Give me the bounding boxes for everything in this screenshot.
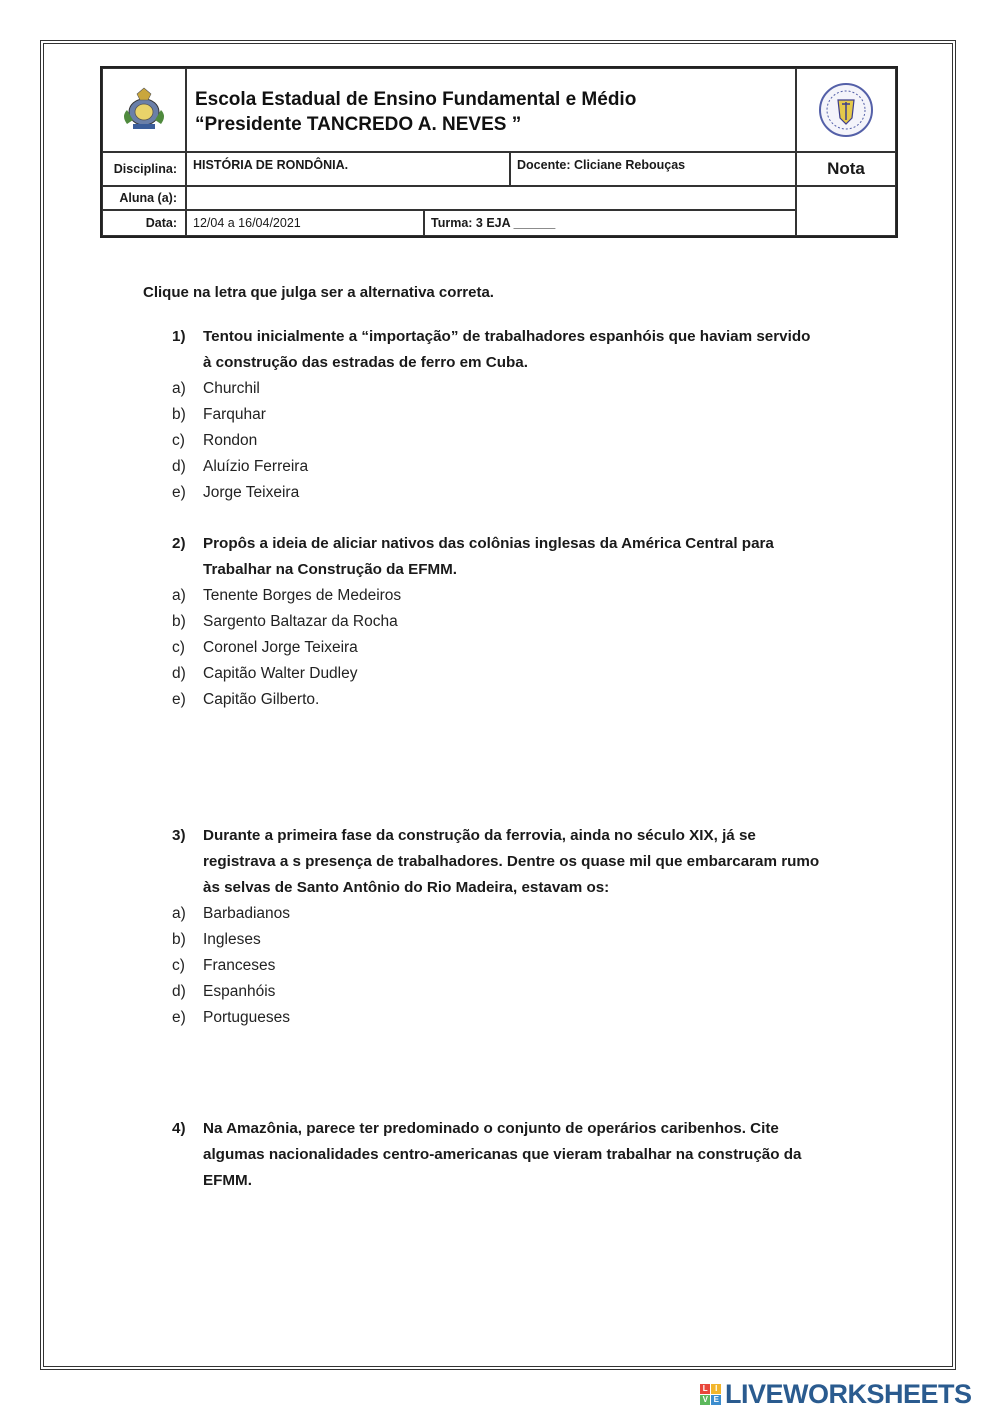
question-line: registrava a s presença de trabalhadores. Dentre os quase mil que embarcaram rumo bbox=[203, 853, 820, 870]
disciplina-label-cell bbox=[102, 152, 186, 186]
question-line: algumas nacionalidades centro-americanas que vieram trabalhar na construção da bbox=[203, 1146, 802, 1163]
header-table bbox=[100, 66, 898, 238]
question-heading bbox=[172, 324, 872, 376]
option-c[interactable] bbox=[172, 953, 872, 979]
option-text[interactable]: Farquhar bbox=[203, 406, 266, 423]
disciplina-value: HISTÓRIA DE RONDÔNIA. bbox=[193, 158, 349, 172]
question-number: 3) bbox=[172, 827, 186, 844]
data-value-cell bbox=[186, 210, 424, 236]
question-text bbox=[203, 324, 863, 376]
question-number: 1) bbox=[172, 328, 186, 345]
option-text[interactable]: Portugueses bbox=[203, 1009, 291, 1026]
nota-label-cell bbox=[796, 152, 896, 186]
question-text bbox=[203, 823, 863, 901]
option-letter[interactable]: b) bbox=[172, 406, 186, 423]
question-line: Tentou inicialmente a “importação” de trabalhadores espanhóis que haviam servido bbox=[203, 328, 811, 345]
question-2 bbox=[172, 531, 872, 713]
option-e[interactable] bbox=[172, 480, 872, 506]
question-line: Trabalhar na Construção da EFMM. bbox=[203, 561, 458, 578]
state-coat-of-arms-logo bbox=[102, 68, 186, 152]
data-label-cell bbox=[102, 210, 186, 236]
option-text[interactable]: Ingleses bbox=[203, 931, 261, 948]
option-a[interactable] bbox=[172, 583, 872, 609]
aluna-name-field[interactable] bbox=[186, 186, 796, 210]
data-label: Data: bbox=[145, 216, 177, 230]
option-e[interactable] bbox=[172, 1005, 872, 1031]
liveworksheets-logo-icon bbox=[700, 1384, 721, 1405]
question-1 bbox=[172, 324, 872, 506]
option-letter[interactable]: a) bbox=[172, 587, 186, 604]
option-text[interactable]: Barbadianos bbox=[203, 905, 291, 922]
aluna-label-cell bbox=[102, 186, 186, 210]
option-letter[interactable]: c) bbox=[172, 432, 185, 449]
question-number: 2) bbox=[172, 535, 186, 552]
instruction-text: Clique na letra que julga ser a alternativa correta. bbox=[143, 284, 494, 301]
option-d[interactable] bbox=[172, 661, 872, 687]
option-b[interactable] bbox=[172, 609, 872, 635]
docente-name: Docente: Cliciane Rebouças bbox=[517, 158, 686, 172]
option-letter[interactable]: e) bbox=[172, 1009, 186, 1026]
logo-letter: L bbox=[700, 1384, 710, 1394]
question-line: EFMM. bbox=[203, 1172, 252, 1189]
option-letter[interactable]: e) bbox=[172, 484, 186, 501]
option-a[interactable] bbox=[172, 901, 872, 927]
question-number: 4) bbox=[172, 1120, 186, 1137]
option-a[interactable] bbox=[172, 376, 872, 402]
option-text[interactable]: Espanhóis bbox=[203, 983, 276, 1000]
option-text[interactable]: Jorge Teixeira bbox=[203, 484, 300, 501]
data-value: 12/04 a 16/04/2021 bbox=[193, 216, 301, 230]
option-text[interactable]: Capitão Walter Dudley bbox=[203, 665, 358, 682]
option-letter[interactable]: b) bbox=[172, 931, 186, 948]
option-c[interactable] bbox=[172, 635, 872, 661]
option-text[interactable]: Rondon bbox=[203, 432, 258, 449]
option-d[interactable] bbox=[172, 979, 872, 1005]
option-letter[interactable]: d) bbox=[172, 458, 186, 475]
question-line: às selvas de Santo Antônio do Rio Madeira, estavam os: bbox=[203, 879, 610, 896]
nota-label: Nota bbox=[827, 159, 865, 178]
option-d[interactable] bbox=[172, 454, 872, 480]
option-letter[interactable]: a) bbox=[172, 380, 186, 397]
question-text bbox=[203, 1116, 863, 1194]
question-line: Na Amazônia, parece ter predominado o conjunto de operários caribenhos. Cite bbox=[203, 1120, 779, 1137]
logo-letter: E bbox=[711, 1395, 721, 1405]
question-3 bbox=[172, 823, 872, 1031]
turma-cell bbox=[424, 210, 796, 236]
docente-cell bbox=[510, 152, 796, 186]
logo-letter: V bbox=[700, 1395, 710, 1405]
option-text[interactable]: Coronel Jorge Teixeira bbox=[203, 639, 358, 656]
option-letter[interactable]: e) bbox=[172, 691, 186, 708]
school-name-line2: “Presidente TANCREDO A. NEVES ” bbox=[195, 114, 522, 135]
question-line: à construção das estradas de ferro em Cuba. bbox=[203, 354, 528, 371]
option-text[interactable]: Churchil bbox=[203, 380, 260, 397]
option-b[interactable] bbox=[172, 402, 872, 428]
question-line: Propôs a ideia de aliciar nativos das colônias inglesas da América Central para bbox=[203, 535, 774, 552]
question-line: Durante a primeira fase da construção da ferrovia, ainda no século XIX, já se bbox=[203, 827, 756, 844]
watermark-text: LIVEWORKSHEETS bbox=[725, 1378, 972, 1409]
question-heading bbox=[172, 531, 872, 583]
option-e[interactable] bbox=[172, 687, 872, 713]
school-title bbox=[186, 68, 796, 152]
option-text[interactable]: Franceses bbox=[203, 957, 276, 974]
option-letter[interactable]: c) bbox=[172, 639, 185, 656]
school-name-line1: Escola Estadual de Ensino Fundamental e Médio bbox=[195, 89, 637, 110]
question-heading bbox=[172, 1116, 872, 1194]
option-letter[interactable]: c) bbox=[172, 957, 185, 974]
aluna-label: Aluna (a): bbox=[119, 191, 177, 205]
option-letter[interactable]: b) bbox=[172, 613, 186, 630]
school-seal-logo bbox=[796, 68, 896, 152]
option-c[interactable] bbox=[172, 428, 872, 454]
question-text bbox=[203, 531, 863, 583]
disciplina-value-cell bbox=[186, 152, 510, 186]
option-letter[interactable]: a) bbox=[172, 905, 186, 922]
disciplina-label: Disciplina: bbox=[113, 162, 177, 176]
option-text[interactable]: Capitão Gilberto. bbox=[203, 691, 320, 708]
nota-value-field[interactable] bbox=[796, 186, 896, 236]
option-text[interactable]: Tenente Borges de Medeiros bbox=[203, 587, 402, 604]
question-heading bbox=[172, 823, 872, 901]
option-text[interactable]: Aluízio Ferreira bbox=[203, 458, 309, 475]
logo-letter: I bbox=[711, 1384, 721, 1394]
option-text[interactable]: Sargento Baltazar da Rocha bbox=[203, 613, 398, 630]
option-letter[interactable]: d) bbox=[172, 983, 186, 1000]
turma-value: Turma: 3 EJA ______ bbox=[431, 216, 556, 230]
option-letter[interactable]: d) bbox=[172, 665, 186, 682]
liveworksheets-watermark[interactable] bbox=[700, 1378, 972, 1410]
option-b[interactable] bbox=[172, 927, 872, 953]
question-4 bbox=[172, 1116, 872, 1194]
